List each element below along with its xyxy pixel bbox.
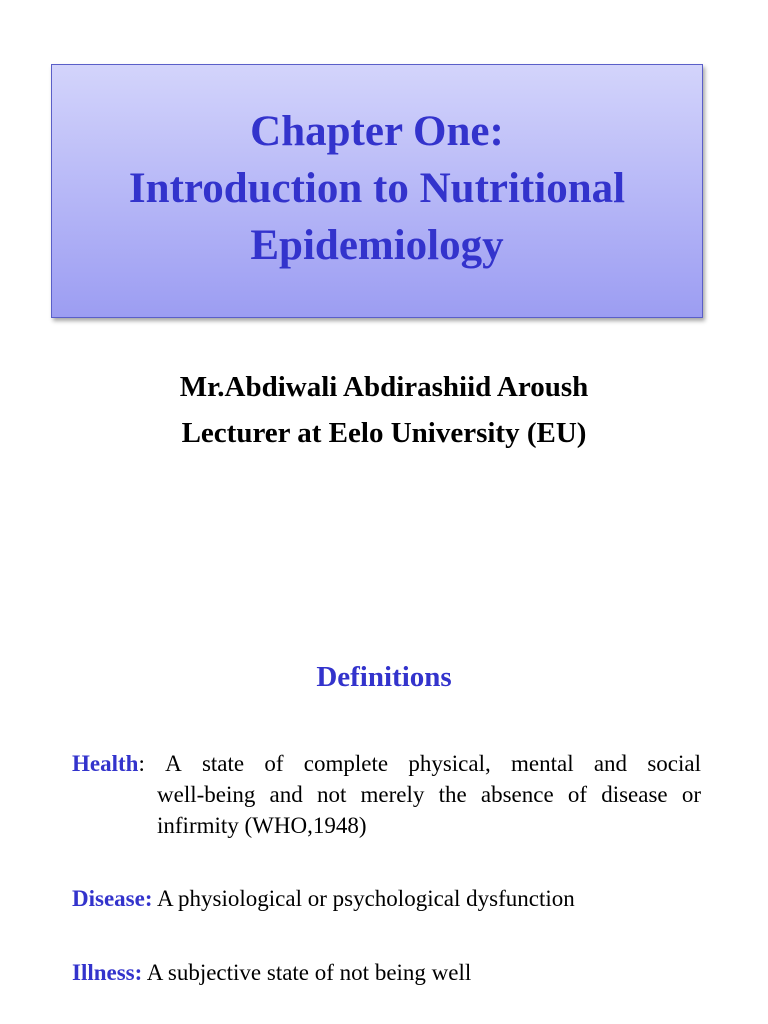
health-line-1	[72, 748, 701, 779]
health-separator: :	[138, 751, 145, 776]
health-line-2: well-being and not merely the absence of disease or	[157, 782, 701, 807]
author-name: Mr.Abdiwali Abdirashiid Aroush	[179, 371, 589, 403]
definition-illness	[72, 957, 471, 988]
title-box	[51, 64, 703, 318]
health-term-group	[72, 748, 145, 779]
health-word: A	[165, 751, 182, 776]
health-word: social	[647, 751, 701, 776]
title-line-2: Introduction to Nutritional	[128, 164, 626, 212]
health-word: complete	[303, 751, 389, 776]
health-term: Health	[72, 751, 139, 776]
title-line-1: Chapter One:	[250, 107, 504, 155]
disease-text: A physiological or psychological dysfunction	[156, 886, 575, 911]
definition-health	[72, 748, 701, 841]
definition-disease	[72, 883, 575, 914]
definitions-heading: Definitions	[316, 661, 452, 693]
author-position: Lecturer at Eelo University (EU)	[181, 417, 587, 449]
health-word: and	[593, 751, 628, 776]
slide-title	[129, 103, 625, 274]
disease-term: Disease:	[72, 886, 153, 911]
illness-term: Illness:	[72, 960, 143, 985]
health-word: state	[201, 751, 245, 776]
health-word: physical,	[408, 751, 491, 776]
health-word: mental	[511, 751, 574, 776]
health-word: of	[264, 751, 284, 776]
author-block	[0, 364, 768, 456]
health-line-3: infirmity (WHO,1948)	[157, 813, 367, 838]
title-line-3: Epidemiology	[250, 221, 504, 269]
illness-text: A subjective state of not being well	[146, 960, 472, 985]
